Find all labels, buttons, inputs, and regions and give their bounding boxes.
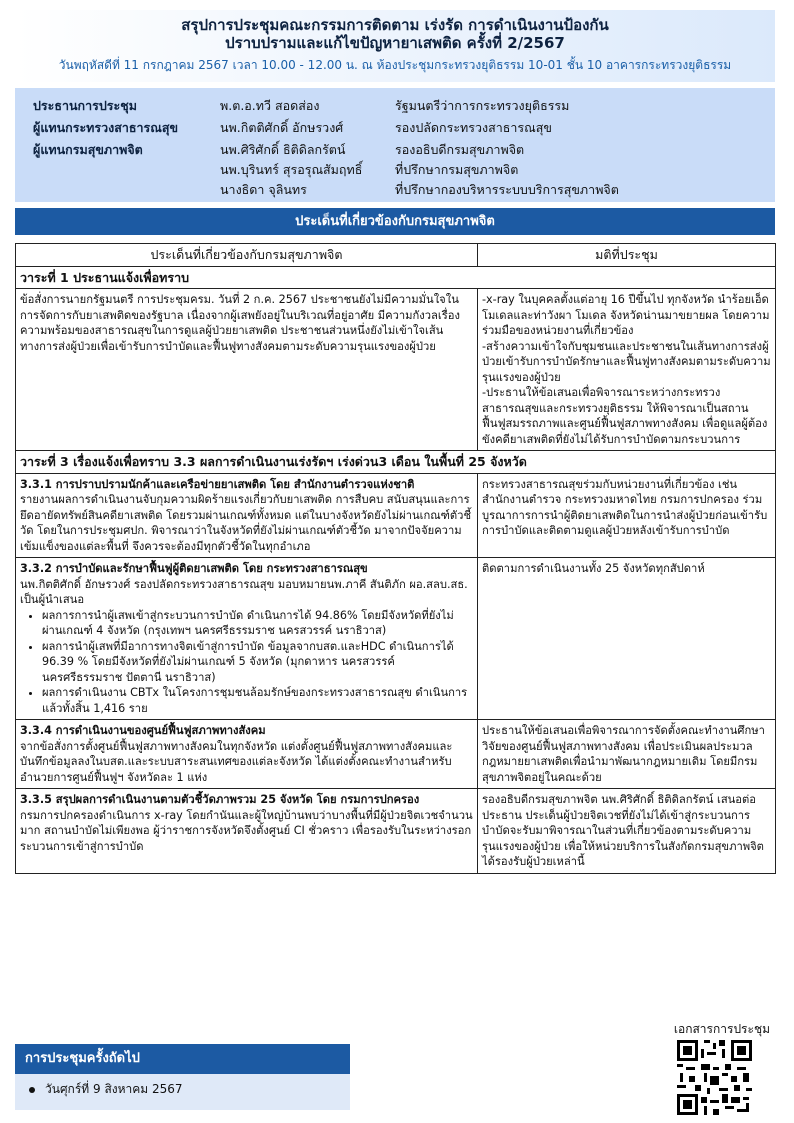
column-header: ประเด็นที่เกี่ยวข้องกับกรมสุขภาพจิต [16,244,478,267]
issue-cell [16,289,478,451]
attendee-name: นพ.ศิริศักดิ์ ธิติดิลกรัตน์ [220,142,346,157]
issue-cell [16,789,478,874]
resolution-cell [478,789,776,874]
title-line-2: ปราบปรามและแก้ไขปัญหายาเสพติด ครั้งที่ 2/2567 [225,34,565,52]
column-header: มติที่ประชุม [478,244,776,267]
resolution-cell [478,473,776,558]
attendee-role: ประธานการประชุม [33,98,137,113]
resolution-cell [478,289,776,451]
table-row [16,289,776,451]
issue-text: จากข้อสั่งการตั้งศูนย์ฟื้นฟูสภาพทางสังคมในทุกจังหวัด แต่งตั้งศูนย์ฟื้นฟูสภาพทางสังคมและบันทึกข้อมูลลงในบสต.และระบบสาระสนเทศของแต่ละจังหวัด ได้แต่งตั้งคณะทำงานสำหรับอำนวยการศูนย์ฟื้นฟูฯ จังหวัดละ 1 แห่ง [20,739,453,784]
issue-title: 3.3.4 การดำเนินงานของศูนย์ฟื้นฟูสภาพทางสังคม [20,724,266,737]
resolution-text: ประธานให้ข้อเสนอเพื่อพิจารณาการจัดตั้งคณะทำงานศึกษาวิจัยของศูนย์ฟื้นฟูสภาพทางสังคม เพื่อประเมินผลประมวลกฎหมายยาเสพติดเพื่อนำมาพัฒนากฎหมายเดิม โดยมีกรมสุขภาพจิตอยู่ในคณะด้วย [482,724,765,784]
title-line-1: สรุปการประชุมคณะกรรมการติดตาม เร่งรัด การดำเนินงานป้องกัน [181,16,609,34]
next-meeting-date: วันศุกร์ที่ 9 สิงหาคม 2567 [45,1082,183,1096]
attendee-name: พ.ต.อ.ทวี สอดส่อง [220,98,320,113]
section-title: ประเด็นที่เกี่ยวข้องกับกรมสุขภาพจิต [15,208,775,235]
attendees-box [15,88,775,202]
issues-table [15,243,776,874]
issue-title: 3.3.5 สรุปผลการดำเนินงานตามตัวชี้วัดภาพรวม 25 จังหวัด โดย กรมการปกครอง [20,793,420,806]
attendee-name: นางธิดา จุลินทร [220,182,307,197]
table-row [16,558,776,720]
agenda-heading: วาระที่ 1 ประธานแจ้งเพื่อทราบ [16,266,776,289]
meeting-datetime: วันพฤหัสดีที่ 11 กรกฎาคม 2567 เวลา 10.00 - 12.00 น. ณ ห้องประชุมกระทรวงยุติธรรม 10-01 ชั้น 10 อาคารกระทรวงยุติธรรม [58,58,732,72]
resolution-text: กระทรวงสาธารณสุขร่วมกับหน่วยงานที่เกี่ยวข้อง เช่น สำนักงานตำรวจ กระทรวงมหาดไทย กรมการปกครอง ร่วมบูรณาการการนำผู้ติดยาเสพติดในการนำส่งผู้ป่วยก่อนเข้ารับการบำบัดและติดตามดูแลผู้ป่วยหลังเข้ารับการบำบัด [482,477,768,537]
attendee-name: นพ.บุรินทร์ สุรอรุณสัมฤทธิ์ [220,162,363,177]
resolution-text: ติดตามการดำเนินงานทั้ง 25 จังหวัดทุกสัปดาห์ [482,562,705,575]
agenda-heading: วาระที่ 3 เรื่องแจ้งเพื่อทราบ 3.3 ผลการดำเนินงานเร่งรัดฯ เร่งด่วน3 เดือน ในพื้นที่ 25 จังหวัด [16,451,776,474]
attendee-role: ผู้แทนกรมสุขภาพจิต [33,142,143,157]
issue-text: รายงานผลการดำเนินงานจับกุมความผิดร้ายแรงเกี่ยวกับยาเสพติด การสืบคบ สนับสนุนและการยึดอายัดทรัพย์สินคดียาเสพติด โดยรวมผ่านเกณฑ์ทั้งหมด แต่ในบางจังหวัดยังไม่ผ่านเกณฑ์ตัวชี้วัด โดยในการประชุมศปก. พิจารณาว่าในจังหวัดที่ยังไม่ผ่านเกณฑ์ตัวชี้วัด มาจากปัจจัยความเข้มแข็งของแต่ละพื้นที่ จึงควรจะต้องมีทุกตัวชี้วัดในทุกอำเภอ [20,493,472,553]
list-item: • ผลการนำผู้เสพที่มีอาการทางจิตเข้าสู่การบำบัด ข้อมูลจากบสต.และHDC ดำเนินการได้ 96.39 % โดยมีจังหวัดที่ยังไม่ผ่านเกณฑ์ 5 จังหวัด (มุกดาหาร นครสวรรค์ นครศรีธรรมราช ปัตตานี นราธิวาส) [42,639,473,686]
list-item: • ผลการดำเนินงาน CBTx ในโครงการชุมชนล้อมรักษ์ของกระทรวงสาธารณสุข ดำเนินการแล้วทั้งสิ้น 1,416 ราย [42,685,473,716]
bullet-icon [29,1087,35,1093]
list-item: • ผลการการนำผู้เสพเข้าสู่กระบวนการบำบัด ดำเนินการได้ 94.86% โดยมีจังหวัดที่ยังไม่ผ่านเกณฑ์ 4 จังหวัด (กรุงเทพฯ นครศรีธรรมราช นครสวรรค์ นราธิวาส) [42,608,473,639]
attendee-position: รองอธิบดีกรมสุขภาพจิต [395,142,525,157]
attendee-position: รองปลัดกระทรวงสาธารณสุข [395,120,552,135]
issue-text: กรมการปกครองดำเนินการ x-ray โดยกำนันและผู้ใหญ่บ้านพบว่าบางพื้นที่มีผู้ป่วยจิตเวชจำนวนมาก สถานบำบัดไม่เพียงพอ ผู้ว่าราชการจังหวัดจึงตั้งศูนย์ CI ชั่วคราว เพื่อรองรับในระหว่างรอกระบวนการเข้าสู่การบำบัด [20,808,473,853]
issue-cell [16,558,478,720]
page-header [15,10,775,82]
meeting-document-label: เอกสารการประชุม [673,1022,770,1036]
attendee-name: นพ.กิตติศักดิ์ อักษรวงศ์ [220,120,344,135]
resolution-text: -x-ray ในบุคคลตั้งแต่อายุ 16 ปีขึ้นไป ทุกจังหวัด นำร้อยเอ็ด โมเดลและท่าวังผา โมเดล จังหวัดน่านมาขยายผล โดยความร่วมมือของหน่วยงานที่เกี่ยวข้อง [482,293,770,337]
resolution-cell [478,720,776,789]
resolution-text: -ประธานให้ข้อเสนอเพื่อพิจารณาระหว่างกระทรวงสาธารณสุขและกระทรวงยุติธรรม ให้พิจารณาเป็นสถานฟื้นฟูสมรรถภาพและศูนย์ฟื้นฟูสภาพทางสังคม เพื่อดูแลผู้ต้องขังคดียาเสพติดที่ยังไม่ได้รับการบำบัดตามกระบวนการ [482,386,768,446]
table-row [16,720,776,789]
resolution-text: รองอธิบดีกรมสุขภาพจิต นพ.ศิริศักดิ์ ธิติดิลกรัตน์ เสนอต่อประธาน ประเด็นผู้ป่วยจิตเวชที่ยังไม่ได้เข้าสู่กระบวนการบำบัดจะรับมาพิจารณาในส่วนที่เกี่ยวข้องตามระดับความรุนแรงของผู้ป่วย เพื่อให้หน่วยบริการในสังกัดกรมสุขภาพจิตได้รองรับผู้ป่วยเหล่านี้ [482,793,764,868]
attendee-role: ผู้แทนกระทรวงสาธารณสุข [33,120,179,135]
next-meeting-box [15,1074,350,1110]
attendee-position: ที่ปรึกษากองบริหารระบบบริการสุขภาพจิต [395,182,619,197]
issue-title: 3.3.2 การบำบัดและรักษาฟื้นฟูผู้ติดยาเสพติด โดย กระทรวงสาธารณสุข [20,562,368,575]
issue-text: ข้อสั่งการนายกรัฐมนตรี การประชุมครม. วันที่ 2 ก.ค. 2567 ประชาชนยังไม่มีความมั่นใจในการจัดการกับยาเสพติดของรัฐบาล เนื่องจากผู้เสพยังอยู่ในบริเวณที่อยู่อาศัย มีความกังวลเรื่องความพร้อมของสาธารณสุขในการดูแลผู้ป่วยยาเสพติด ประชาชนส่วนหนึ่งยังไม่เข้าใจเส้นทางการส่งผู้ป่วยเพื่อเข้ารับการบำบัดและฟื้นฟูทางสังคมตามระดับความรุนแรงของผู้ป่วย [20,293,460,353]
resolution-text: -สร้างความเข้าใจกับชุมชนและประชาชนในเส้นทางการส่งผู้ป่วยเข้ารับการบำบัดรักษาและฟื้นฟูทางสังคมตามระดับความรุนแรงของผู้ป่วย [482,339,771,384]
issue-cell [16,473,478,558]
issue-cell [16,720,478,789]
table-row [16,473,776,558]
attendee-position: ที่ปรึกษากรมสุขภาพจิต [395,162,519,177]
attendee-position: รัฐมนตรีว่าการกระทรวงยุติธรรม [395,98,570,113]
issue-title: 3.3.1 การปราบปรามนักค้าและเครือข่ายยาเสพติด โดย สำนักงานตำรวจแห่งชาติ [20,477,415,491]
table-row [16,789,776,874]
issue-text: นพ.กิตติศักดิ์ อักษรวงศ์ รองปลัดกระทรวงสาธารณสุข มอบหมายนพ.ภาคี สันติภัก ผอ.สลบ.สธ. เป็นผู้นำเสนอ [20,577,468,606]
next-meeting-heading: การประชุมครั้งถัดไป [15,1044,350,1074]
bullet-list [20,608,473,717]
resolution-cell [478,558,776,720]
qr-code-icon[interactable] [677,1040,752,1115]
